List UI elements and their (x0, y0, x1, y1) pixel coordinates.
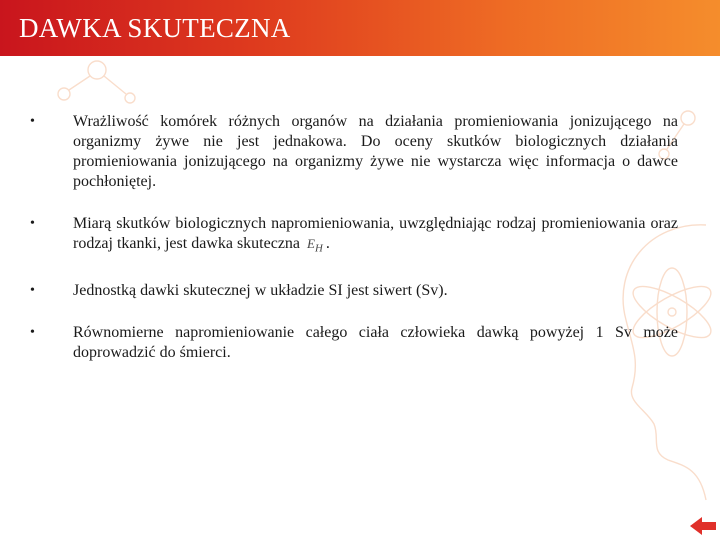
effective-dose-symbol-letter: E (307, 236, 315, 251)
bullet-marker: • (30, 114, 35, 129)
bullet-item (30, 112, 678, 192)
corner-badge-icon (688, 514, 718, 538)
bullet-text: Równomierne napromieniowanie całego ciała człowieka dawką powyżej 1 Sv może doprowadzić do śmierci. (73, 323, 678, 361)
bullet-marker: • (30, 282, 35, 298)
title-bar (0, 0, 720, 56)
bullet-list (30, 112, 678, 385)
bullet-text: Wrażliwość komórek różnych organów na działania promieniowania jonizującego na organizmy żywe nie jest jednakowa. Do oceny skutków biologicznych działania promieniowania jonizującego na organizmy żywe nie wystarcza więc informacja o dawce pochłoniętej. (73, 113, 678, 190)
bullet-marker: • (30, 324, 35, 340)
effective-dose-symbol (304, 236, 326, 255)
bullet-item (30, 281, 678, 301)
bullet-item (30, 323, 678, 363)
effective-dose-symbol-subscript: H (314, 242, 323, 255)
bullet-text-part: Miarą skutków biologicznych napromieniowania, uwzględniając rodzaj promieniowania oraz rodzaj tkanki, jest dawka skuteczna (73, 215, 678, 252)
bullet-text-part: . (325, 235, 330, 252)
slide-title: DAWKA SKUTECZNA (19, 13, 291, 43)
bullet-text: Jednostką dawki skutecznej w układzie SI jest siwert (Sv). (73, 281, 448, 299)
bullet-marker: • (30, 216, 35, 231)
bullet-item (30, 214, 678, 259)
bullet-text-effective-dose (73, 214, 678, 259)
